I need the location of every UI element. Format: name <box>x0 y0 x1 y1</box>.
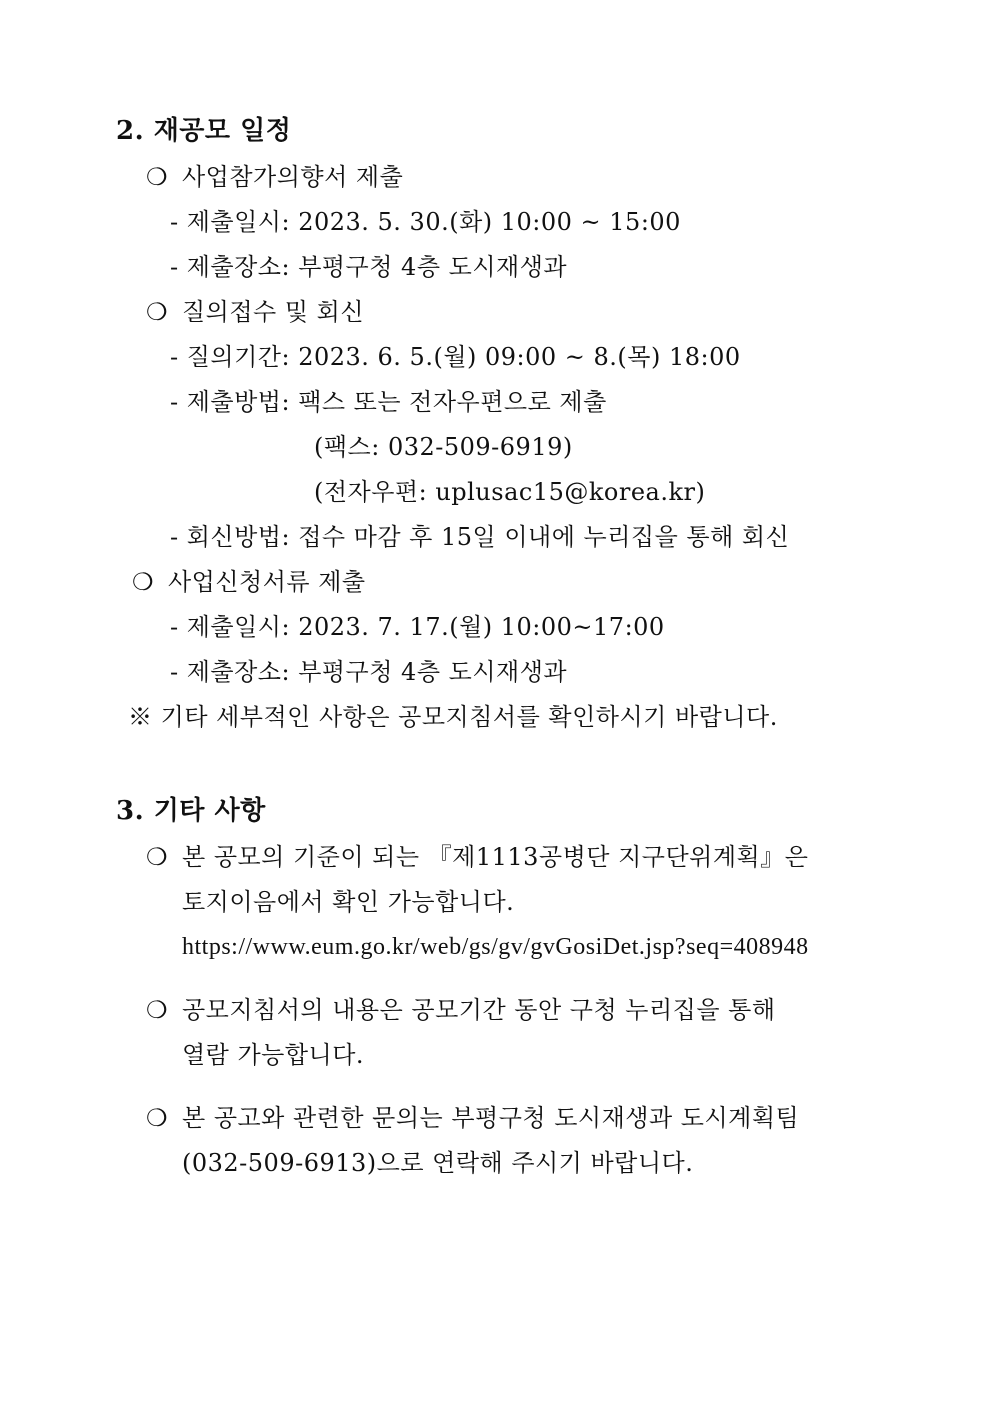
list-item-intent-submission <box>146 162 403 192</box>
list-item-text: 본 공모의 기준이 되는 『제1113공병단 지구단위계획』은 <box>182 843 809 871</box>
list-item-text: 공모지침서의 내용은 공모기간 동안 구청 누리집을 통해 <box>182 996 776 1024</box>
reference-note: ※ 기타 세부적인 사항은 공모지침서를 확인하시기 바랍니다. <box>128 703 778 731</box>
detail-submission-place: - 제출장소: 부평구청 4층 도시재생과 <box>170 253 568 281</box>
detail-fax: (팩스: 032-509-6919) <box>314 433 573 461</box>
circle-bullet-icon: ❍ <box>146 298 169 326</box>
list-item-guideline-view <box>146 995 776 1025</box>
list-item-text-continued: 열람 가능합니다. <box>182 1041 365 1069</box>
detail-submission-method: - 제출방법: 팩스 또는 전자우편으로 제출 <box>170 388 607 416</box>
list-item-title: 사업신청서류 제출 <box>168 568 366 596</box>
detail-submission-date: - 제출일시: 2023. 5. 30.(화) 10:00 ~ 15:00 <box>170 208 681 236</box>
circle-bullet-icon: ❍ <box>146 1104 169 1132</box>
list-item-text-continued: 토지이음에서 확인 가능합니다. <box>182 888 515 916</box>
detail-inquiry-period: - 질의기간: 2023. 6. 5.(월) 09:00 ~ 8.(목) 18:00 <box>170 343 741 371</box>
detail-email: (전자우편: uplusac15@korea.kr) <box>314 478 706 506</box>
list-item-district-plan <box>146 842 808 872</box>
list-item-title: 질의접수 및 회신 <box>182 298 365 326</box>
eum-link[interactable]: https://www.eum.go.kr/web/gs/gv/gvGosiDet.jsp?seq=408948 <box>182 934 809 960</box>
section-3-heading: 3. 기타 사항 <box>116 796 266 826</box>
section-2-heading: 2. 재공모 일정 <box>116 116 292 146</box>
list-item-text-continued: (032-509-6913)으로 연락해 주시기 바랍니다. <box>182 1149 694 1177</box>
circle-bullet-icon: ❍ <box>146 843 169 871</box>
detail-application-date: - 제출일시: 2023. 7. 17.(월) 10:00~17:00 <box>170 613 665 641</box>
detail-reply-method: - 회신방법: 접수 마감 후 15일 이내에 누리집을 통해 회신 <box>170 523 790 551</box>
list-item-application-submission <box>132 567 366 597</box>
circle-bullet-icon: ❍ <box>146 996 169 1024</box>
list-item-text: 본 공고와 관련한 문의는 부평구청 도시재생과 도시계획팀 <box>182 1104 800 1132</box>
circle-bullet-icon: ❍ <box>146 163 169 191</box>
list-item-title: 사업참가의향서 제출 <box>182 163 404 191</box>
list-item-inquiry <box>146 297 364 327</box>
list-item-contact <box>146 1103 799 1133</box>
detail-application-place: - 제출장소: 부평구청 4층 도시재생과 <box>170 658 568 686</box>
circle-bullet-icon: ❍ <box>132 568 155 596</box>
